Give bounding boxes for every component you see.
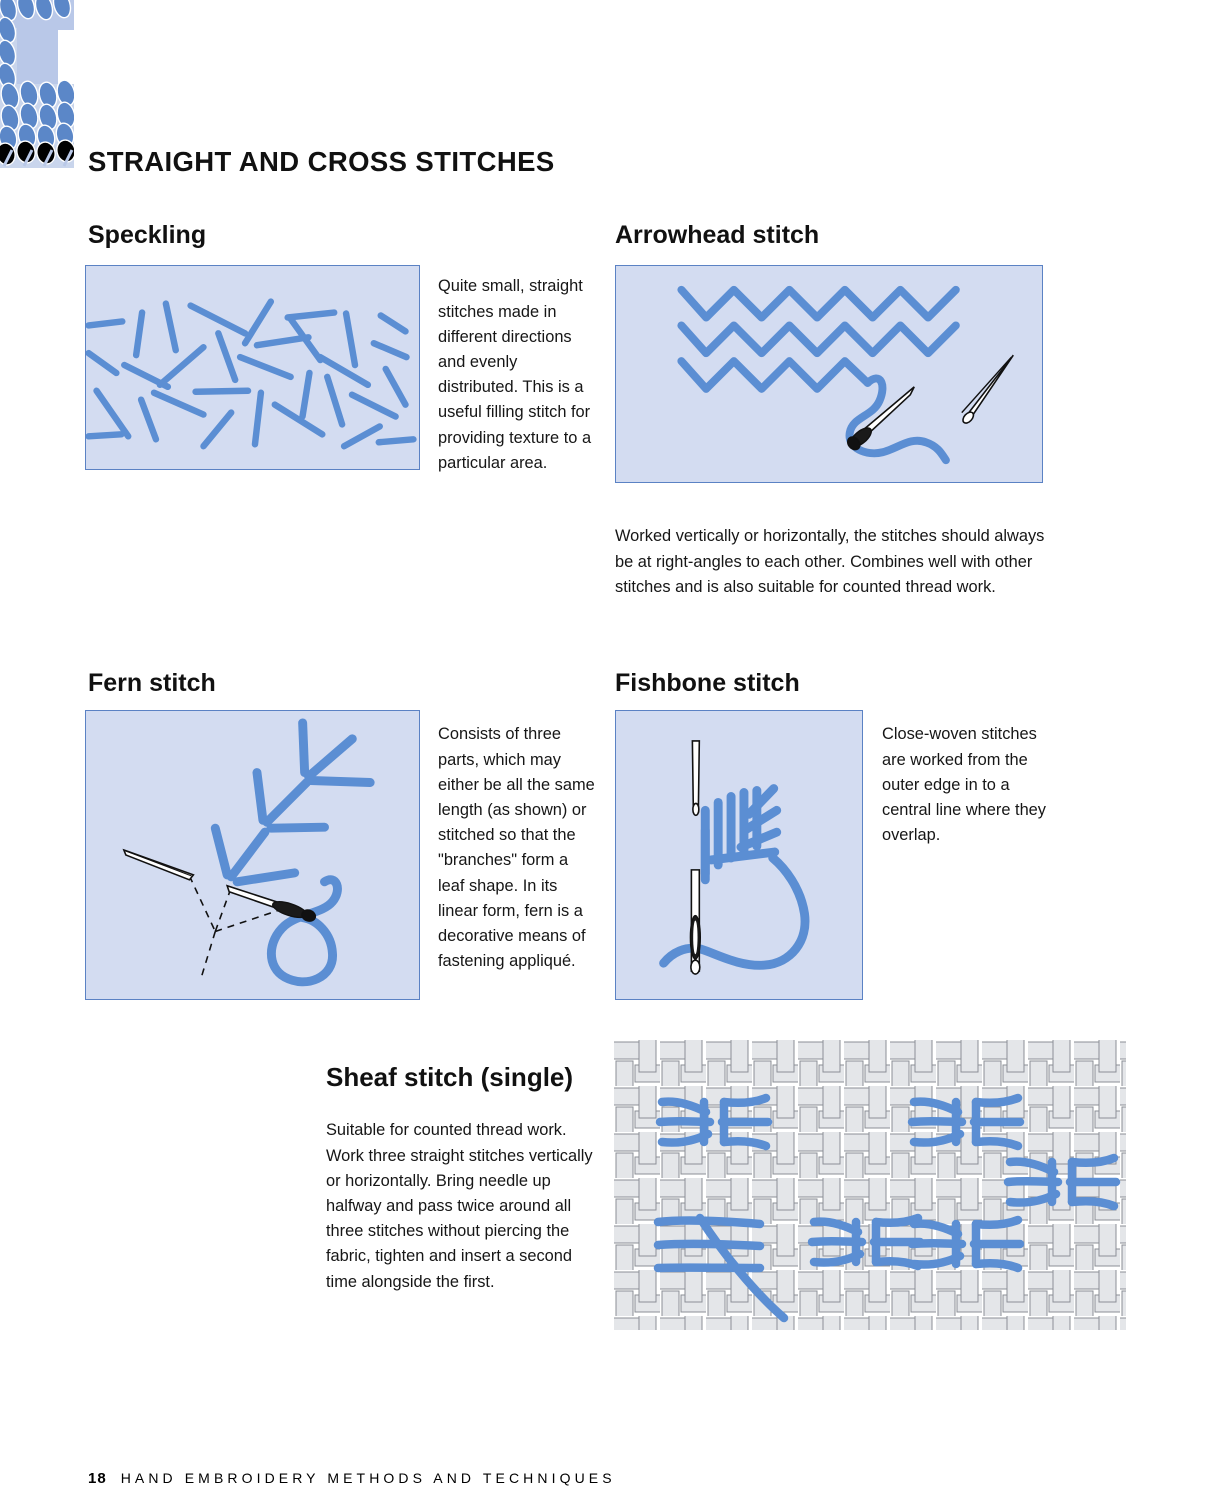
arrowhead-stitches-icon <box>616 266 1042 482</box>
footer <box>88 1470 616 1487</box>
fishbone-stitches-icon <box>616 711 862 999</box>
section-heading-fern: Fern stitch <box>88 668 216 697</box>
section-heading-speckling: Speckling <box>88 220 207 249</box>
section-heading-sheaf: Sheaf stitch (single) <box>326 1061 574 1092</box>
body-copy-speckling: Quite small, straight stitches made in different directions and evenly distributed. This is a useful filling stitch for providing texture to a particular area. <box>438 277 592 472</box>
body-copy-sheaf: Suitable for counted thread work. Work three straight stitches vertically or horizontally. Bring needle up halfway and pass twice around all three stitches without piercing the fabric, tighten and insert a second time alongside the first. <box>326 1121 593 1291</box>
sheaf-illustration <box>614 1040 1126 1330</box>
needle-in-fabric-icon <box>227 886 317 923</box>
body-copy-fishbone: Close-woven stitches are worked from the outer edge in to a central line where they overlap. <box>882 725 1046 845</box>
needle-icon <box>124 850 194 880</box>
corner-decoration <box>0 0 74 168</box>
body-copy-arrowhead: Worked vertically or horizontally, the stitches should always be at right-angles to each other. Combines well with other stitches and is also suitable for counted thread work. <box>615 527 1045 596</box>
fern-illustration <box>85 710 420 1000</box>
arrowhead-illustration <box>615 265 1043 483</box>
speckling-illustration <box>85 265 420 470</box>
section-heading-fishbone: Fishbone stitch <box>615 668 800 697</box>
fern-stitches-icon <box>86 711 419 999</box>
needle-in-fabric-icon <box>690 870 700 974</box>
needle-icon <box>961 355 1013 425</box>
speckling-stitches-icon <box>86 266 419 469</box>
footer-page-number: 18 <box>88 1470 107 1487</box>
footer-title: HAND EMBROIDERY METHODS AND TECHNIQUES <box>120 1470 616 1486</box>
sheaf-weave-icon <box>614 1040 1126 1330</box>
needle-icon <box>692 741 699 815</box>
page-title: STRAIGHT AND CROSS STITCHES <box>88 146 555 178</box>
corner-leaf-pattern-icon <box>0 0 74 168</box>
fishbone-illustration <box>615 710 863 1000</box>
section-heading-arrowhead: Arrowhead stitch <box>615 220 820 249</box>
body-copy-fern: Consists of three parts, which may either be all the same length (as shown) or stitched so that the "branches" form a leaf shape. In its linear form, fern is a decorative means of fastening appliqué. <box>438 725 595 971</box>
